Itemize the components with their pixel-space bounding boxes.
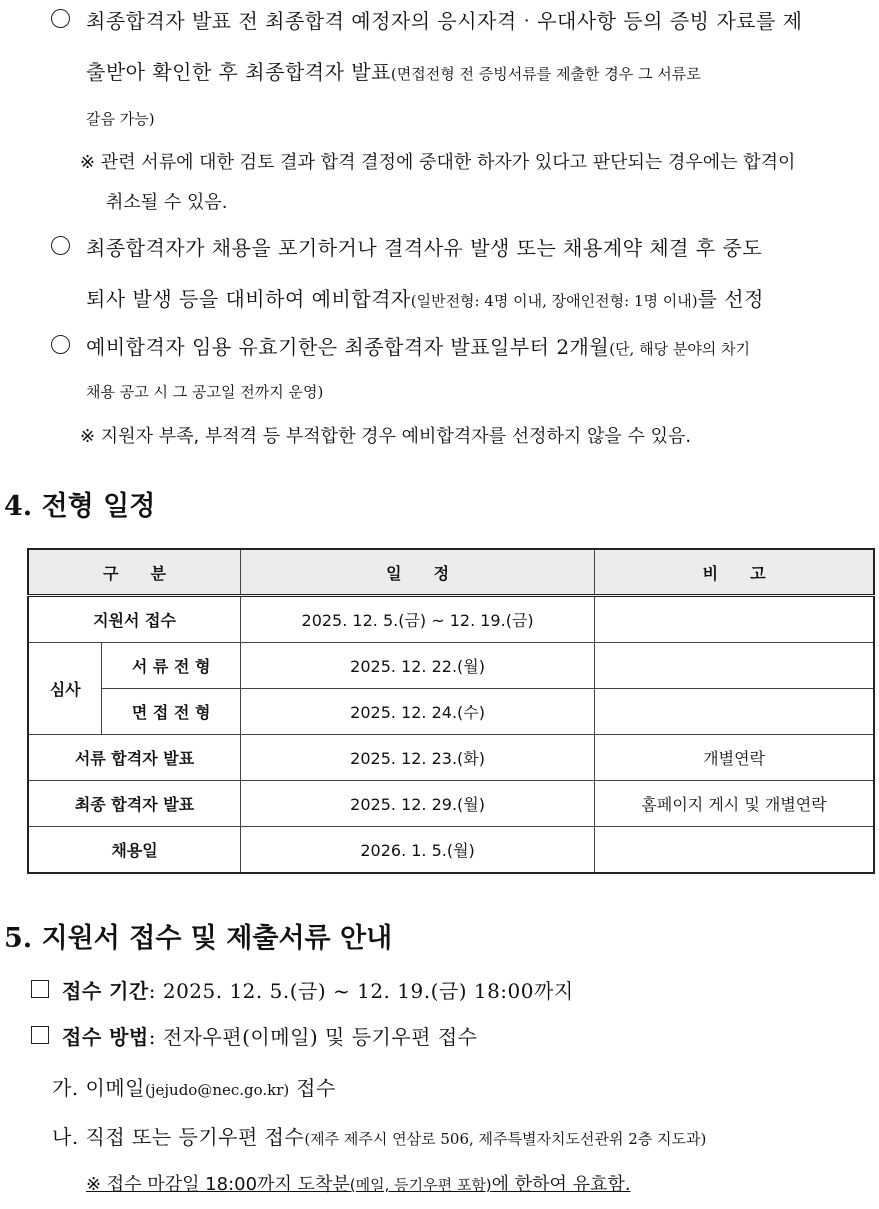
row-date: 2025. 12. 29.(월) — [241, 781, 595, 827]
period-value: : 2025. 12. 5.(금) ~ 12. 19.(금) 18:00까지 — [148, 979, 574, 1003]
para3-line1 — [86, 331, 750, 360]
table-row — [28, 689, 874, 735]
row-date: 2025. 12. 24.(수) — [241, 689, 595, 735]
row-label: 면 접 전 형 — [102, 689, 241, 735]
para3-line2: 채용 공고 시 그 공고일 전까지 운영) — [86, 383, 324, 401]
row-label: 지원서 접수 — [28, 596, 241, 643]
method-label: 접수 방법 — [62, 1025, 149, 1049]
row-label: 최종 합격자 발표 — [28, 781, 241, 827]
table-row — [28, 643, 874, 689]
row-note — [595, 689, 874, 735]
table-row — [28, 781, 874, 827]
circle-bullet-icon — [51, 236, 70, 255]
group-label: 심사 — [28, 643, 102, 735]
note2: ※ 지원자 부족, 부적격 등 부적합한 경우 예비합격자를 선정하지 않을 수 있음. — [80, 426, 692, 447]
row-note: 홈페이지 게시 및 개별연락 — [595, 781, 874, 827]
row-date: 2025. 12. 22.(월) — [241, 643, 595, 689]
method-line — [62, 1021, 478, 1050]
para2-line2-small: (일반전형: 4명 이내, 장애인전형: 1명 이내) — [410, 292, 698, 310]
para1-line2-small: (면접전형 전 증빙서류를 제출한 경우 그 서류로 — [390, 65, 701, 83]
row-note — [595, 827, 874, 874]
note3-small: (메일, 등기우편 포함) — [349, 1176, 492, 1194]
para1-line1: 최종합격자 발표 전 최종합격 예정자의 응시자격‧우대사항 등의 증빙 자료를 제 — [86, 9, 803, 33]
para3-line1-text: 예비합격자 임용 유효기한은 최종합격자 발표일부터 2개월 — [86, 335, 610, 359]
item-a — [52, 1072, 336, 1101]
para3-line1-small: (단, 해당 분야의 차기 — [609, 340, 751, 358]
checkbox-bullet-icon — [31, 980, 49, 998]
para1-line3: 갈음 가능) — [86, 110, 155, 128]
row-date: 2025. 12. 5.(금) ~ 12. 19.(금) — [241, 596, 595, 643]
checkbox-bullet-icon — [31, 1026, 49, 1044]
section4-title: 4. 전형 일정 — [4, 491, 156, 522]
para2-line2-text: 퇴사 발생 등을 대비하여 예비합격자 — [86, 287, 411, 311]
item-a-end: 접수 — [289, 1076, 336, 1100]
circle-bullet-icon — [51, 9, 70, 28]
item-a-text: 가. 이메일 — [52, 1076, 145, 1100]
para1-line2-text: 출받아 확인한 후 최종합격자 발표 — [86, 60, 391, 84]
row-note — [595, 643, 874, 689]
para2-line2 — [86, 283, 764, 312]
table-header-row — [28, 549, 874, 596]
header-remarks: 비 고 — [595, 549, 874, 596]
row-note: 개별연락 — [595, 735, 874, 781]
note1-line2: 취소될 수 있음. — [106, 192, 228, 213]
row-label: 채용일 — [28, 827, 241, 874]
item-a-email: (jejudo@nec.go.kr) — [145, 1081, 290, 1099]
note1-line1: ※ 관련 서류에 대한 검토 결과 합격 결정에 중대한 하자가 있다고 판단되는 경우에는 합격이 — [80, 152, 796, 173]
period-line — [62, 975, 574, 1004]
header-category: 구 분 — [28, 549, 241, 596]
para2-line2-end: 를 선정 — [697, 287, 764, 311]
row-date: 2026. 1. 5.(월) — [241, 827, 595, 874]
para1-line2 — [86, 56, 701, 85]
note3 — [86, 1170, 631, 1196]
table-row — [28, 827, 874, 874]
row-date: 2025. 12. 23.(화) — [241, 735, 595, 781]
header-schedule: 일 정 — [241, 549, 595, 596]
para2-line1: 최종합격자가 채용을 포기하거나 결격사유 발생 또는 채용계약 체결 후 중도 — [86, 236, 763, 260]
method-value: : 전자우편(이메일) 및 등기우편 접수 — [148, 1025, 478, 1049]
schedule-table — [27, 548, 875, 874]
item-b-address: (제주 제주시 연삼로 506, 제주특별자치도선관위 2층 지도과) — [304, 1130, 707, 1148]
note3-text: ※ 접수 마감일 18:00까지 도착분 — [86, 1174, 350, 1195]
table-row — [28, 596, 874, 643]
note3-end: 에 한하여 유효함. — [491, 1174, 631, 1195]
row-note — [595, 596, 874, 643]
item-b-text: 나. 직접 또는 등기우편 접수 — [52, 1125, 305, 1149]
period-label: 접수 기간 — [62, 979, 149, 1003]
row-label: 서류 합격자 발표 — [28, 735, 241, 781]
section5-title: 5. 지원서 접수 및 제출서류 안내 — [4, 923, 393, 954]
row-label: 서 류 전 형 — [102, 643, 241, 689]
circle-bullet-icon — [51, 335, 70, 354]
item-b — [52, 1121, 706, 1150]
table-row — [28, 735, 874, 781]
